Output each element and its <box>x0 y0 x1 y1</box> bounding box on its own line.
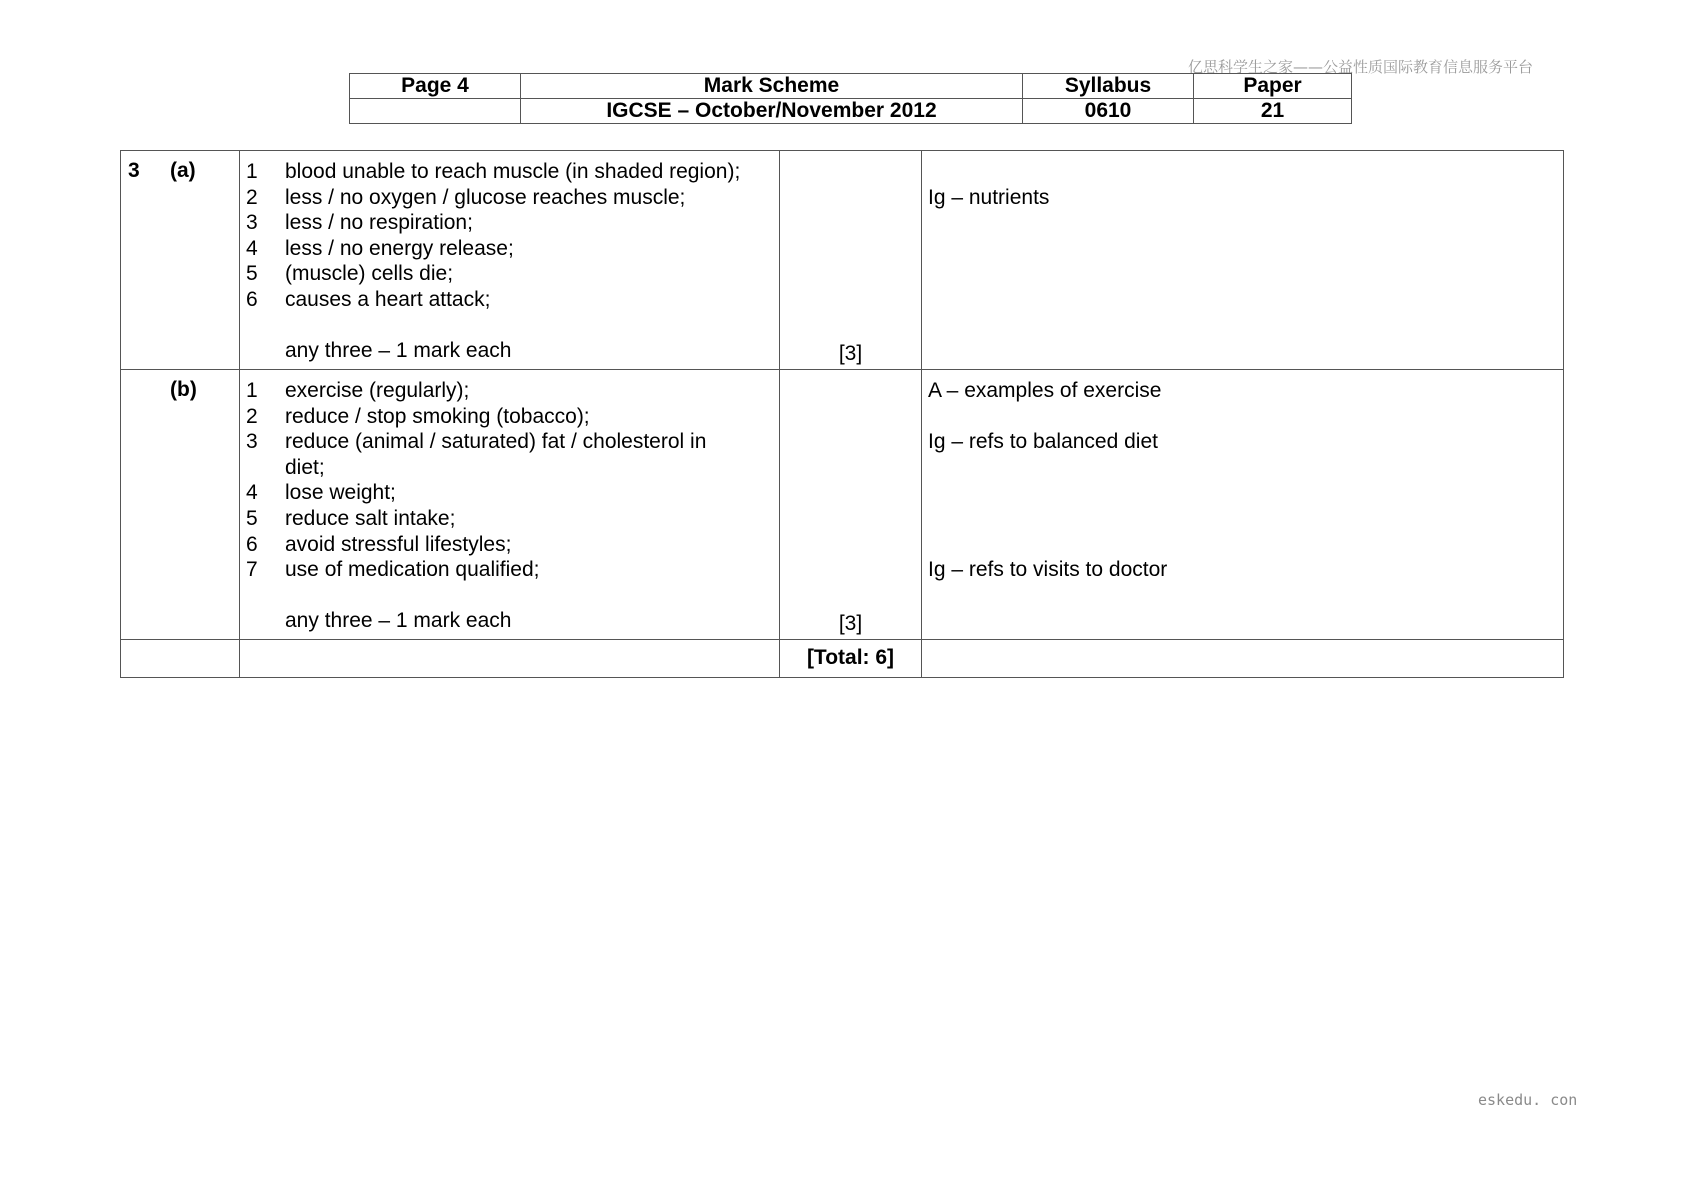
answer-line: 6 avoid stressful lifestyles; <box>246 532 512 556</box>
answer-summary-b: any three – 1 mark each <box>285 609 512 633</box>
question-cell-b <box>121 370 240 640</box>
answer-line: 4 less / no energy release; <box>246 236 514 260</box>
part-label-b: (b) <box>170 378 197 401</box>
guidance-cell-b <box>922 370 1564 640</box>
guidance-line: Ig – refs to balanced diet <box>928 430 1158 454</box>
syllabus-code: 0610 <box>1023 99 1194 124</box>
marks-cell-a <box>780 151 922 370</box>
part-b-row <box>121 370 1564 640</box>
total-empty-cell <box>240 640 780 678</box>
exam-session: IGCSE – October/November 2012 <box>521 99 1023 124</box>
question-cell <box>121 151 240 370</box>
header-empty-cell <box>350 99 521 124</box>
answer-line: 6 causes a heart attack; <box>246 287 491 311</box>
answer-line: 5 reduce salt intake; <box>246 506 456 530</box>
total-empty-cell <box>922 640 1564 678</box>
guidance-line: A – examples of exercise <box>928 379 1162 402</box>
answer-line: 1 blood unable to reach muscle (in shaded region); <box>246 160 741 183</box>
answer-line: 2 reduce / stop smoking (tobacco); <box>246 404 590 428</box>
answer-cell-a <box>240 151 780 370</box>
answer-line: diet; <box>285 455 325 479</box>
part-a-row <box>121 151 1564 370</box>
page-label: Page 4 <box>350 74 521 99</box>
answer-summary-a: any three – 1 mark each <box>285 339 512 363</box>
paper-number: 21 <box>1194 99 1352 124</box>
header-row-1 <box>350 74 1352 99</box>
answer-cell-b <box>240 370 780 640</box>
guidance-line: Ig – refs to visits to doctor <box>928 558 1168 582</box>
marks-cell-b <box>780 370 922 640</box>
watermark-bottom: eskedu. con <box>1478 1091 1578 1109</box>
header-row-2 <box>350 99 1352 124</box>
question-number: 3 <box>128 159 140 182</box>
guidance-cell-a <box>922 151 1564 370</box>
total-empty-cell <box>121 640 240 678</box>
part-label-a: (a) <box>170 159 196 182</box>
answer-line: 2 less / no oxygen / glucose reaches muscle; <box>246 185 686 209</box>
answer-line: 1 exercise (regularly); <box>246 379 470 402</box>
marks-b: [3] <box>838 612 863 636</box>
total-row <box>121 640 1564 678</box>
answer-line: 4 lose weight; <box>246 481 396 505</box>
watermark-top: 亿思科学生之家——公益性质国际教育信息服务平台 <box>1188 58 1534 76</box>
answer-line: 3 less / no respiration; <box>246 211 473 235</box>
answer-line: 7 use of medication qualified; <box>246 558 540 582</box>
marks-a: [3] <box>838 342 863 366</box>
mark-scheme-table <box>120 150 1564 678</box>
header-table <box>349 73 1352 124</box>
total-marks: [Total: 6] <box>780 640 922 678</box>
paper-label: Paper <box>1194 74 1352 99</box>
answer-line: 5 (muscle) cells die; <box>246 262 454 286</box>
document-title: Mark Scheme <box>521 74 1023 99</box>
answer-line: 3 reduce (animal / saturated) fat / cholesterol in <box>246 430 707 454</box>
guidance-line: Ig – nutrients <box>928 185 1050 209</box>
syllabus-label: Syllabus <box>1023 74 1194 99</box>
